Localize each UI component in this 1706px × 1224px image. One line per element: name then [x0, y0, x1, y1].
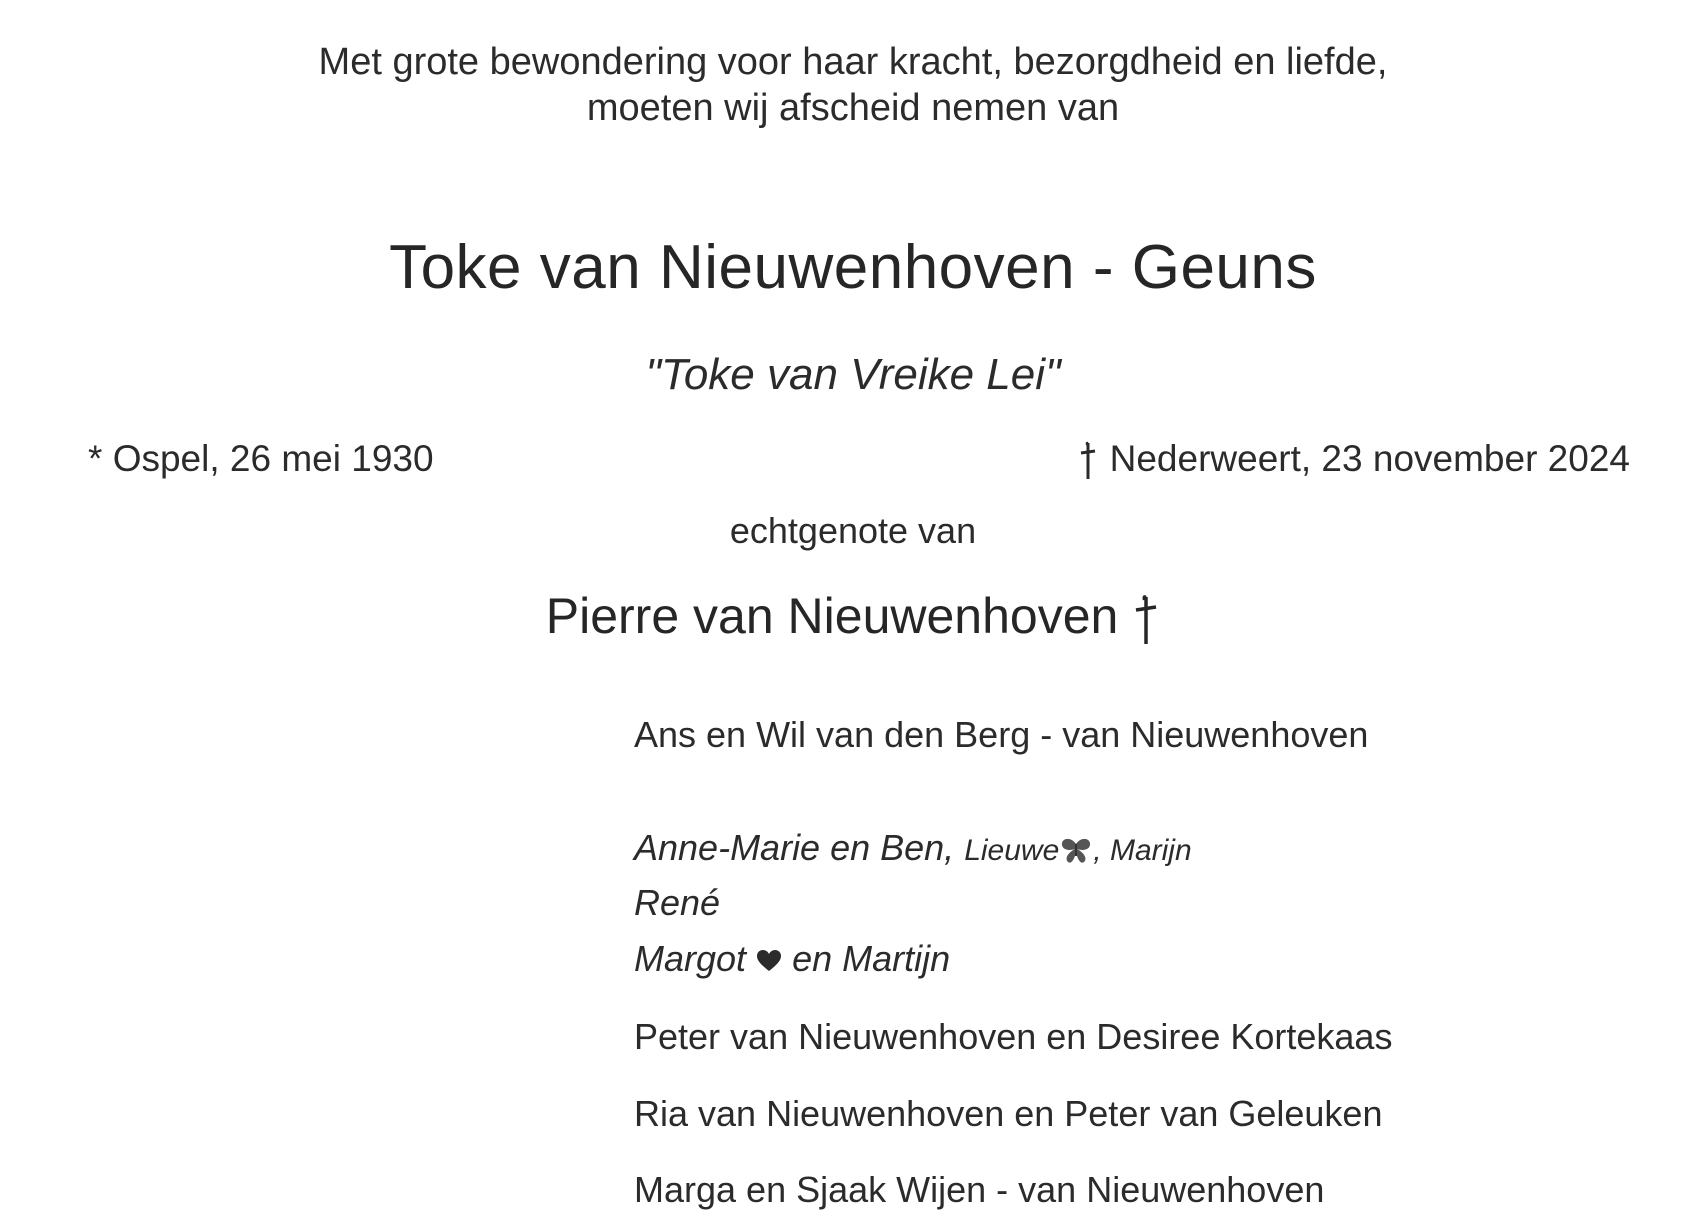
grandchild-3-name-a: Margot [634, 938, 747, 979]
family-child-3: Ria van Nieuwenhoven en Peter van Geleuken [634, 1093, 1383, 1134]
deceased-nickname: "Toke van Vreike Lei" [645, 350, 1061, 399]
heart-icon [756, 938, 782, 979]
birth-symbol: * [88, 438, 103, 479]
death-date: Nederweert, 23 november 2024 [1109, 438, 1630, 479]
family-grandchild-3 [634, 936, 950, 982]
grandchild-3-name-b: en Martijn [792, 938, 951, 979]
butterfly-icon [1059, 827, 1093, 868]
birth-date: Ospel, 26 mei 1930 [112, 438, 434, 479]
deceased-name: Toke van Nieuwenhoven - Geuns [389, 233, 1317, 302]
family-grandchild-2: René [634, 882, 721, 923]
family-grandchild-1 [634, 825, 1192, 874]
cross-icon [1132, 588, 1160, 644]
spouse-name: Pierre van Nieuwenhoven [545, 588, 1119, 644]
great-grandchild-b: , Marijn [1093, 834, 1192, 867]
grandchild-1-names: Anne-Marie en Ben, [634, 827, 955, 868]
death-info [1077, 436, 1630, 482]
cross-icon [1077, 438, 1109, 479]
spouse-line [0, 586, 1706, 646]
birth-info [88, 436, 434, 482]
family-child-4: Marga en Sjaak Wijen - van Nieuwenhoven [634, 1169, 1325, 1210]
family-child-1: Ans en Wil van den Berg - van Nieuwenhoven [634, 714, 1369, 755]
intro-line-2: moeten wij afscheid nemen van [586, 87, 1120, 129]
great-grandchild-a: Lieuwe [964, 834, 1060, 867]
intro-line-1: Met grote bewondering voor haar kracht, bezorgdheid en liefde, [318, 41, 1388, 83]
family-child-2: Peter van Nieuwenhoven en Desiree Kortekaas [634, 1016, 1393, 1057]
spouse-intro: echtgenote van [729, 510, 977, 551]
